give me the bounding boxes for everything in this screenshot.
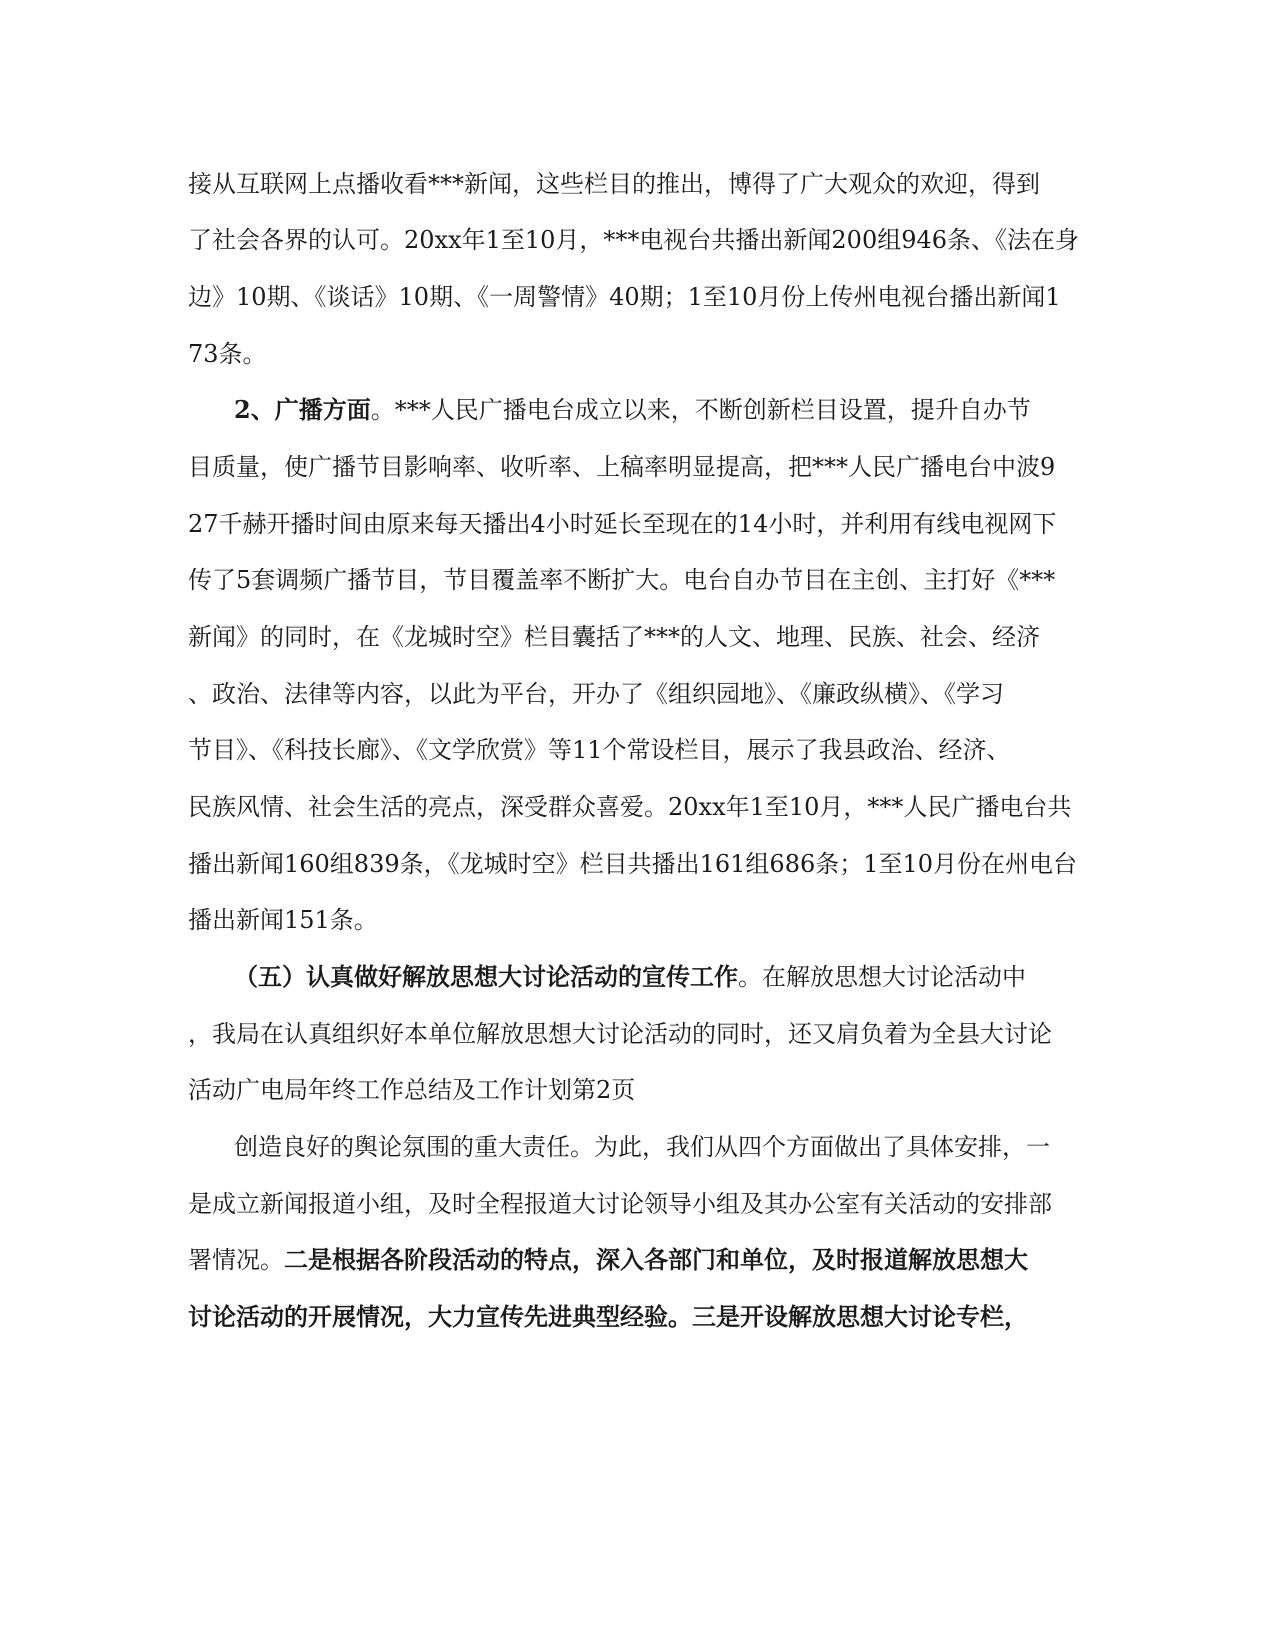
body-line-7: 27千赫开播时间由原来每天播出4小时延长至现在的14小时，并利用有线电视网下 (188, 510, 1057, 538)
body-line-1: 接从互联网上点播收看***新闻，这些栏目的推出，博得了广大观众的欢迎，得到 (188, 170, 1040, 198)
body-line-14: 播出新闻151条。 (188, 906, 378, 934)
body-line-16: ，我局在认真组织好本单位解放思想大讨论活动的同时，还又肩负着为全县大讨论 (188, 1020, 1052, 1048)
section-heading-five: （五）认真做好解放思想大讨论活动的宣传工作 (234, 962, 738, 991)
section-heading-broadcast: 2、广播方面 (234, 395, 371, 424)
body-line-2: 了社会各界的认可。20xx年1至10月，***电视台共播出新闻200组946条、《法在身 (188, 226, 1080, 254)
body-line-10: 、政治、法律等内容，以此为平台，开办了《组织园地》、《廉政纵横》、《学习 (188, 680, 1004, 708)
body-line-8: 传了5套调频广播节目，节目覆盖率不断扩大。电台自办节目在主创、主打好《*** (188, 566, 1056, 594)
body-line-17: 活动广电局年终工作总结及工作计划第2页 (188, 1076, 636, 1104)
body-line-5: 2、广播方面。***人民广播电台成立以来，不断创新栏目设置，提升自办节 (234, 395, 1031, 424)
body-line-9: 新闻》的同时，在《龙城时空》栏目囊括了***的人文、地理、民族、社会、经济 (188, 623, 1040, 651)
body-line-3: 边》10期、《谈话》10期、《一周警情》40期；1至10月份上传州电视台播出新闻1 (188, 283, 1061, 311)
body-line-6: 目质量，使广播节目影响率、收听率、上稿率明显提高，把***人民广播电台中波9 (188, 453, 1056, 481)
body-line-18: 创造良好的舆论氛围的重大责任。为此，我们从四个方面做出了具体安排，一 (234, 1133, 1050, 1161)
body-line-12: 民族风情、社会生活的亮点，深受群众喜爱。20xx年1至10月，***人民广播电台共 (188, 793, 1072, 821)
body-line-19: 是成立新闻报道小组，及时全程报道大讨论领导小组及其办公室有关活动的安排部 (188, 1190, 1052, 1218)
body-line-15: （五）认真做好解放思想大讨论活动的宣传工作。在解放思想大讨论活动中 (234, 962, 1026, 991)
body-line-13: 播出新闻160组839条，《龙城时空》栏目共播出161组686条；1至10月份在州电台 (188, 850, 1078, 878)
body-line-21: 讨论活动的开展情况，大力宣传先进典型经验。三是开设解放思想大讨论专栏， (188, 1302, 1028, 1331)
body-line-4: 73条。 (188, 340, 267, 368)
body-line-11: 节目》、《科技长廊》、《文学欣赏》等11个常设栏目，展示了我县政治、经济、 (188, 736, 1011, 764)
body-line-20: 署情况。二是根据各阶段活动的特点，深入各部门和单位，及时报道解放思想大 (188, 1245, 1028, 1274)
